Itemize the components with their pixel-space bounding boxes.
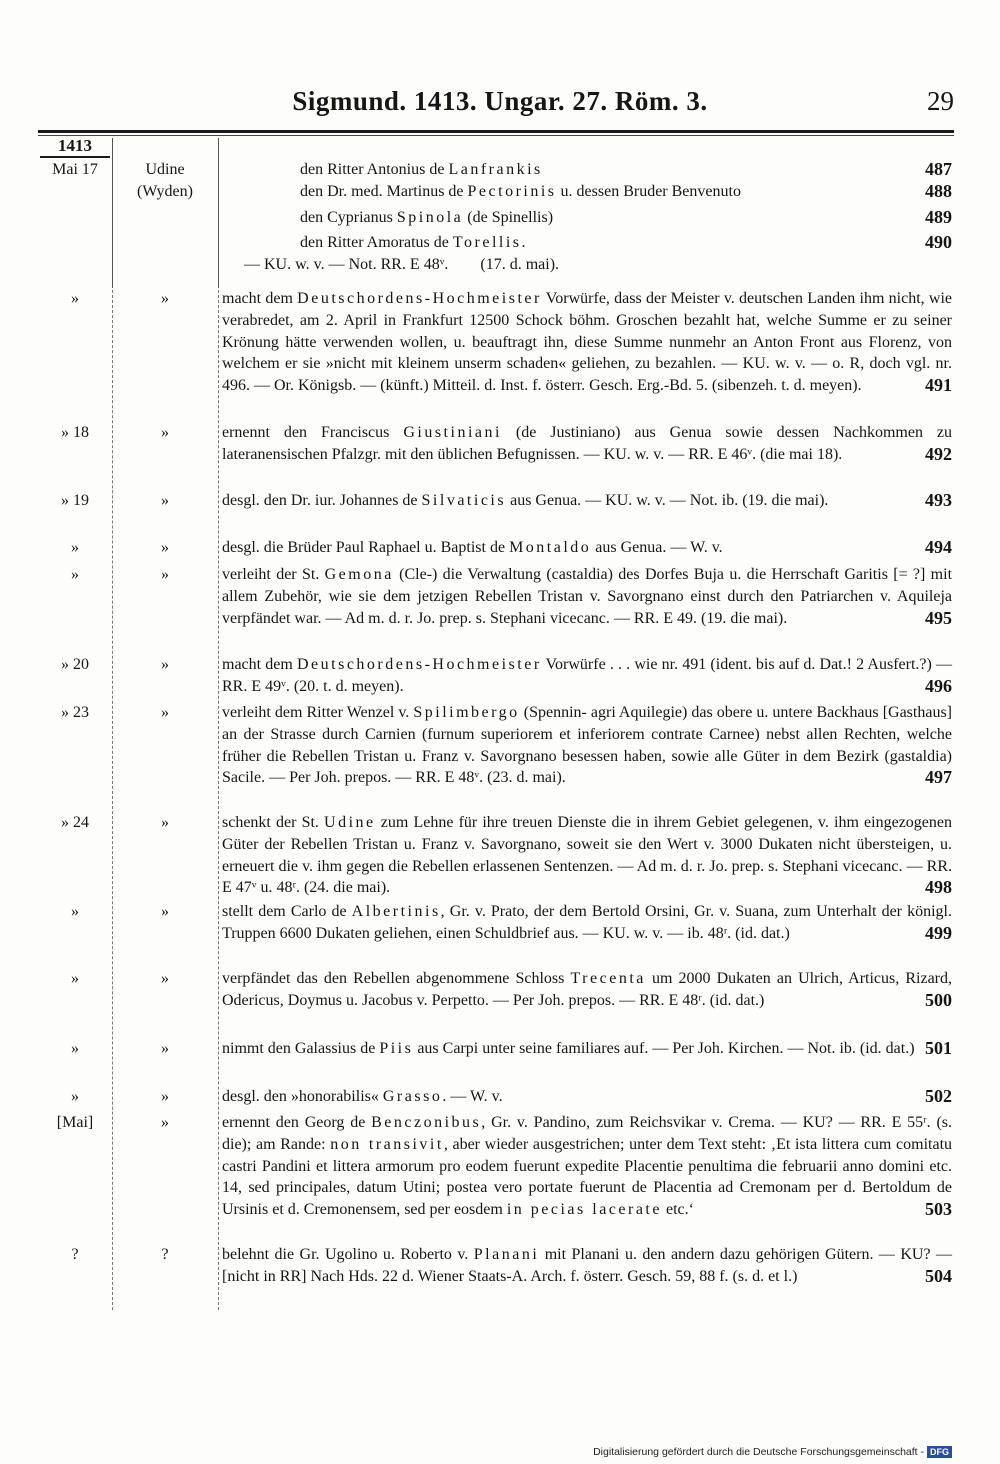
entry-date: » xyxy=(71,1088,79,1105)
text-segment: macht dem xyxy=(222,656,297,673)
text-segment: macht dem xyxy=(222,290,298,307)
entry-date: » 20 xyxy=(61,656,89,673)
spaced-name: Deutschordens-Hochmeister xyxy=(296,656,542,673)
text-segment: . — W. v. xyxy=(442,1088,503,1105)
entry-text xyxy=(222,654,952,698)
text-segment: etc.‘ xyxy=(661,1201,694,1219)
entry-place: » xyxy=(161,290,169,307)
spaced-name: Udine xyxy=(324,814,376,831)
entry-date: ? xyxy=(71,1246,79,1263)
text-segment: desgl. den Dr. iur. Johannes de xyxy=(222,492,422,509)
text-segment: (Cle-) die Verwaltung (castaldia) des Dorfes Buja u. die Herrschaft Garitis [= ?] mit allem Zubehör, wie sie dem jetzigen Rebellen Tristan v. Savorgnano einst durch den Patriarchen v. Aquileja verpfändet war. — Ad m. d. r. Jo. prep. s. Stephani vicecanc. — RR. E 49. (19. die mai). xyxy=(222,566,953,627)
year-heading: 1413 xyxy=(40,136,110,158)
regest-number: 497 xyxy=(925,767,952,788)
regest-number: 500 xyxy=(925,989,952,1010)
text-segment: den Dr. med. Martinus de xyxy=(300,182,468,200)
spaced-name: Albertinis xyxy=(351,903,441,920)
entry-text xyxy=(222,1086,952,1108)
spaced-phrase: non transivit xyxy=(330,1135,444,1153)
column-divider xyxy=(218,290,219,1310)
running-title: Sigmund. 1413. Ungar. 27. Röm. 3. xyxy=(292,86,708,116)
entry-place: » xyxy=(161,539,169,556)
entry-text xyxy=(222,812,952,899)
spaced-name: Piis xyxy=(379,1040,414,1057)
entry-date: [Mai] xyxy=(56,1114,94,1131)
text-segment: desgl. die Brüder Paul Raphael u. Baptist de xyxy=(222,539,510,556)
entry-date: » xyxy=(71,539,79,556)
credit-text: Digitalisierung gefördert durch die Deutsche Forschungsgemeinschaft - xyxy=(593,1446,924,1458)
text-segment: den Cyprianus xyxy=(300,208,397,226)
sub-entry-490 xyxy=(222,232,952,254)
spaced-name: Giustiniani xyxy=(403,424,502,441)
text-segment: verleiht der St. xyxy=(222,566,325,583)
entry-place: ? xyxy=(161,1246,169,1263)
entry-date: » xyxy=(71,566,79,583)
text-segment: (de Justiniano) aus Genua sowie dessen Nachkommen zu lateranensischen Pfalzgr. mit den üblichen Befugnissen. — KU. w. v. — RR. E 46ᵛ. (die mai 18). xyxy=(222,424,952,463)
entry-place: » xyxy=(161,1040,169,1057)
spaced-phrase: in pecias lacerate xyxy=(506,1201,662,1219)
regest-number: 494 xyxy=(925,537,952,557)
text-segment: Vorwürfe . . . wie nr. 491 (ident. bis auf d. Dat.! 2 Ausfert.?) — RR. E 49ᵛ. (20. t. d. meyen). xyxy=(222,656,952,695)
regest-number: 489 xyxy=(925,206,952,227)
entry-place: » xyxy=(161,1088,169,1105)
place-name: Udine xyxy=(145,161,185,178)
header-rule xyxy=(38,130,954,133)
regest-entry-487-490 xyxy=(0,159,1000,287)
regest-number: 487 xyxy=(925,159,952,179)
entry-date: » xyxy=(71,970,79,987)
regest-number: 501 xyxy=(925,1038,952,1058)
spaced-name: Grasso xyxy=(382,1088,443,1105)
sub-entry-488 xyxy=(222,181,952,203)
entry-date: » 18 xyxy=(61,424,89,441)
header-rule-thin xyxy=(38,135,954,136)
spaced-name: Trecenta xyxy=(570,970,646,987)
regest-number: 493 xyxy=(925,490,952,510)
entry-text xyxy=(222,537,952,559)
spaced-name: Silvaticis xyxy=(421,492,507,509)
text-segment: desgl. den »honorabilis« xyxy=(222,1088,383,1105)
spaced-name: Torellis xyxy=(452,234,522,252)
regest-number: 490 xyxy=(925,232,952,253)
spaced-name: Spinola xyxy=(396,208,464,226)
sub-entry-489 xyxy=(222,207,952,229)
text-segment: aus Genua. — W. v. xyxy=(591,539,723,556)
regest-number: 491 xyxy=(925,375,952,396)
entry-date: » 23 xyxy=(61,704,89,721)
entry-date: » 24 xyxy=(61,814,89,831)
regest-number: 495 xyxy=(925,607,952,628)
entry-text xyxy=(222,490,952,512)
entry-place: » xyxy=(161,704,169,721)
spaced-name: Spilimbergo xyxy=(413,704,520,721)
text-segment: (Spennin- agri Aquilegie) das obere u. untere Backhaus [Gasthaus] an der Strasse durch Carnien (furnum superiorem et inferiorem contrate Carnee) nebst allen Rechten, welche früher die Rebellen Tristan u. Franz v. Savorgnano besessen haben, sowie alle Güter in dem Bezirk (gastaldia) Sacile. — Per Joh. prepos. — RR. E 48ᵛ. (23. d. mai). xyxy=(222,704,953,787)
regest-number: 496 xyxy=(925,675,952,696)
entry-place: » xyxy=(161,492,169,509)
page-number: 29 xyxy=(927,86,954,116)
text-segment: nimmt den Galassius de xyxy=(222,1040,380,1057)
text-segment: stellt dem Carlo de xyxy=(222,903,352,920)
text-segment: aus Carpi unter seine familiares auf. — Per Joh. Kirchen. — Not. ib. (id. dat.) xyxy=(413,1040,915,1057)
text-segment: verleiht dem Ritter Wenzel v. xyxy=(222,704,414,721)
entry-place: » xyxy=(161,970,169,987)
spaced-name: Lanfrankis xyxy=(448,161,543,178)
entry-text xyxy=(222,968,952,1012)
text-segment: verpfändet das den Rebellen abgenommene Schloss xyxy=(222,970,571,987)
entry-text xyxy=(222,901,952,945)
entry-text xyxy=(222,564,952,629)
place-alt-name: (Wyden) xyxy=(137,182,193,200)
spaced-name: Benczonibus xyxy=(371,1114,482,1131)
text-segment: . xyxy=(521,234,526,252)
text-segment: Vorwürfe, dass der Meister v. deutschen Landen ihm nicht, wie verabredet, am 2. April in Frankfurt 12500 Schock böhm. Groschen bezahlt hat, welche Summe er zu seiner Krönung hätte verwenden wollen, u. beauftragt ihn, diese Summe nunmehr an Anton Front aus Florenz, von welchem er sie »nicht mit kleinem unserm schaden« geliehen, zu bezahlen. — KU. w. v. — o. R, doch vgl. nr. 496. — Or. Königsb. — (künft.) Mitteil. d. Inst. f. österr. Gesch. Erg.-Bd. 5. (sibenzeh. t. d. meyen). xyxy=(222,290,952,395)
entry-text xyxy=(222,288,952,397)
entry-date: » 19 xyxy=(61,492,89,509)
text-segment: , aber wieder ausgestrichen; unter dem Text steht: ‚Et ista littera cum comitatu castri Pandini et littera armorum pro eodem fuerunt expedite Placentie penultima die februarii anno domini etc. 14, sed principales, datum Utini; postea vero portate fuerunt de Placentia ad Cremonam per d. Bertoldum de Ursinis et d. Cremonensem, sed per eosdem xyxy=(222,1135,953,1219)
text-segment: aus Genua. — KU. w. v. — Not. ib. (19. die mai). xyxy=(506,492,829,509)
entry-text xyxy=(222,159,952,276)
entry-text xyxy=(222,1112,952,1221)
entry-date: Mai 17 xyxy=(52,161,98,178)
entry-text xyxy=(222,702,952,789)
text-segment: , Gr. v. Prato, der dem Bertold Orsini, Gr. v. Suana, zum Unterhalt der königl. Truppen 6600 Dukaten geliehen, einen Schuldbrief aus. — KU. w. v. — ib. 48ʳ. (id. dat.) xyxy=(222,903,952,942)
digitization-credit xyxy=(593,1446,952,1458)
text-segment: ernennt den Georg de xyxy=(222,1114,372,1131)
regest-number: 488 xyxy=(925,180,952,201)
entry-text xyxy=(222,1038,952,1060)
entry-place: » xyxy=(161,903,169,920)
regest-number: 499 xyxy=(925,922,952,943)
entry-date: » xyxy=(71,903,79,920)
entry-place: » xyxy=(161,424,169,441)
entry-source: — KU. w. v. — Not. RR. E 48ᵛ. (17. d. mai). xyxy=(244,256,560,274)
text-segment: zum Lehne für ihre treuen Dienste die in ihrem Gebiet gelegenen, v. ihm eingezogenen Güter der Rebellen Tristan u. Franz v. Savorgnano, soweit sie den Wert v. 3000 Dukaten nicht übersteigen, u. erneuert die v. ihm gegen die Rebellen erlassenen Sentenzen. — Ad m. d. r. Jo. prep. s. Stephani vicecanc. — RR. E 47ᵛ u. 48ʳ. (24. die mai). xyxy=(222,814,952,897)
entry-place: » xyxy=(161,1114,169,1131)
regest-number: 502 xyxy=(925,1086,952,1106)
entry-date: » xyxy=(71,290,79,307)
entry-text xyxy=(222,1244,952,1288)
spaced-name: Montaldo xyxy=(509,539,592,556)
entry-text xyxy=(222,422,952,466)
dfg-logo: DFG xyxy=(927,1446,952,1458)
entry-place xyxy=(113,159,217,203)
text-segment: , Gr. v. Pandino, zum Reichsvikar v. Crema. — KU? — RR. E 55ʳ. (s. die); am Rande: xyxy=(222,1114,952,1153)
text-segment: belehnt die Gr. Ugolino u. Roberto v. xyxy=(222,1246,474,1263)
text-segment: (de Spinellis) xyxy=(463,208,554,226)
text-segment: u. dessen Bruder Benvenuto xyxy=(556,182,741,200)
regest-number: 492 xyxy=(925,443,952,464)
entry-place: » xyxy=(161,566,169,583)
text-segment: um 2000 Dukaten an Ulrich, Articus, Rizard, Odericus, Doymus u. Jacobus v. Perpetto. — Per Joh. prepos. — RR. E 48ʳ. (id. dat.) xyxy=(222,970,952,1009)
sub-entry-487 xyxy=(222,159,952,181)
text-segment: den Ritter Antonius de xyxy=(300,161,449,178)
entry-place: » xyxy=(161,656,169,673)
text-segment: den Ritter Amoratus de xyxy=(300,234,453,252)
entry-date: » xyxy=(71,1040,79,1057)
regest-number: 504 xyxy=(925,1265,952,1286)
entry-place: » xyxy=(161,814,169,831)
text-segment: ernennt den Franciscus xyxy=(222,424,404,441)
text-segment: schenkt der St. xyxy=(222,814,325,831)
spaced-name: Gemona xyxy=(324,566,394,583)
spaced-name: Pectorinis xyxy=(467,182,557,200)
regest-number: 503 xyxy=(925,1199,952,1220)
spaced-name: Deutschordens-Hochmeister xyxy=(297,290,542,307)
regest-number: 498 xyxy=(925,877,952,898)
text-segment: mit Planani u. den andern dazu gehörigen Gütern. — KU? — [nicht in RR] Nach Hds. 22 d. Wiener Staats-A. Arch. f. österr. Gesch. 59, 88 f. (s. d. et l.) xyxy=(222,1246,953,1285)
spaced-name: Planani xyxy=(473,1246,540,1263)
